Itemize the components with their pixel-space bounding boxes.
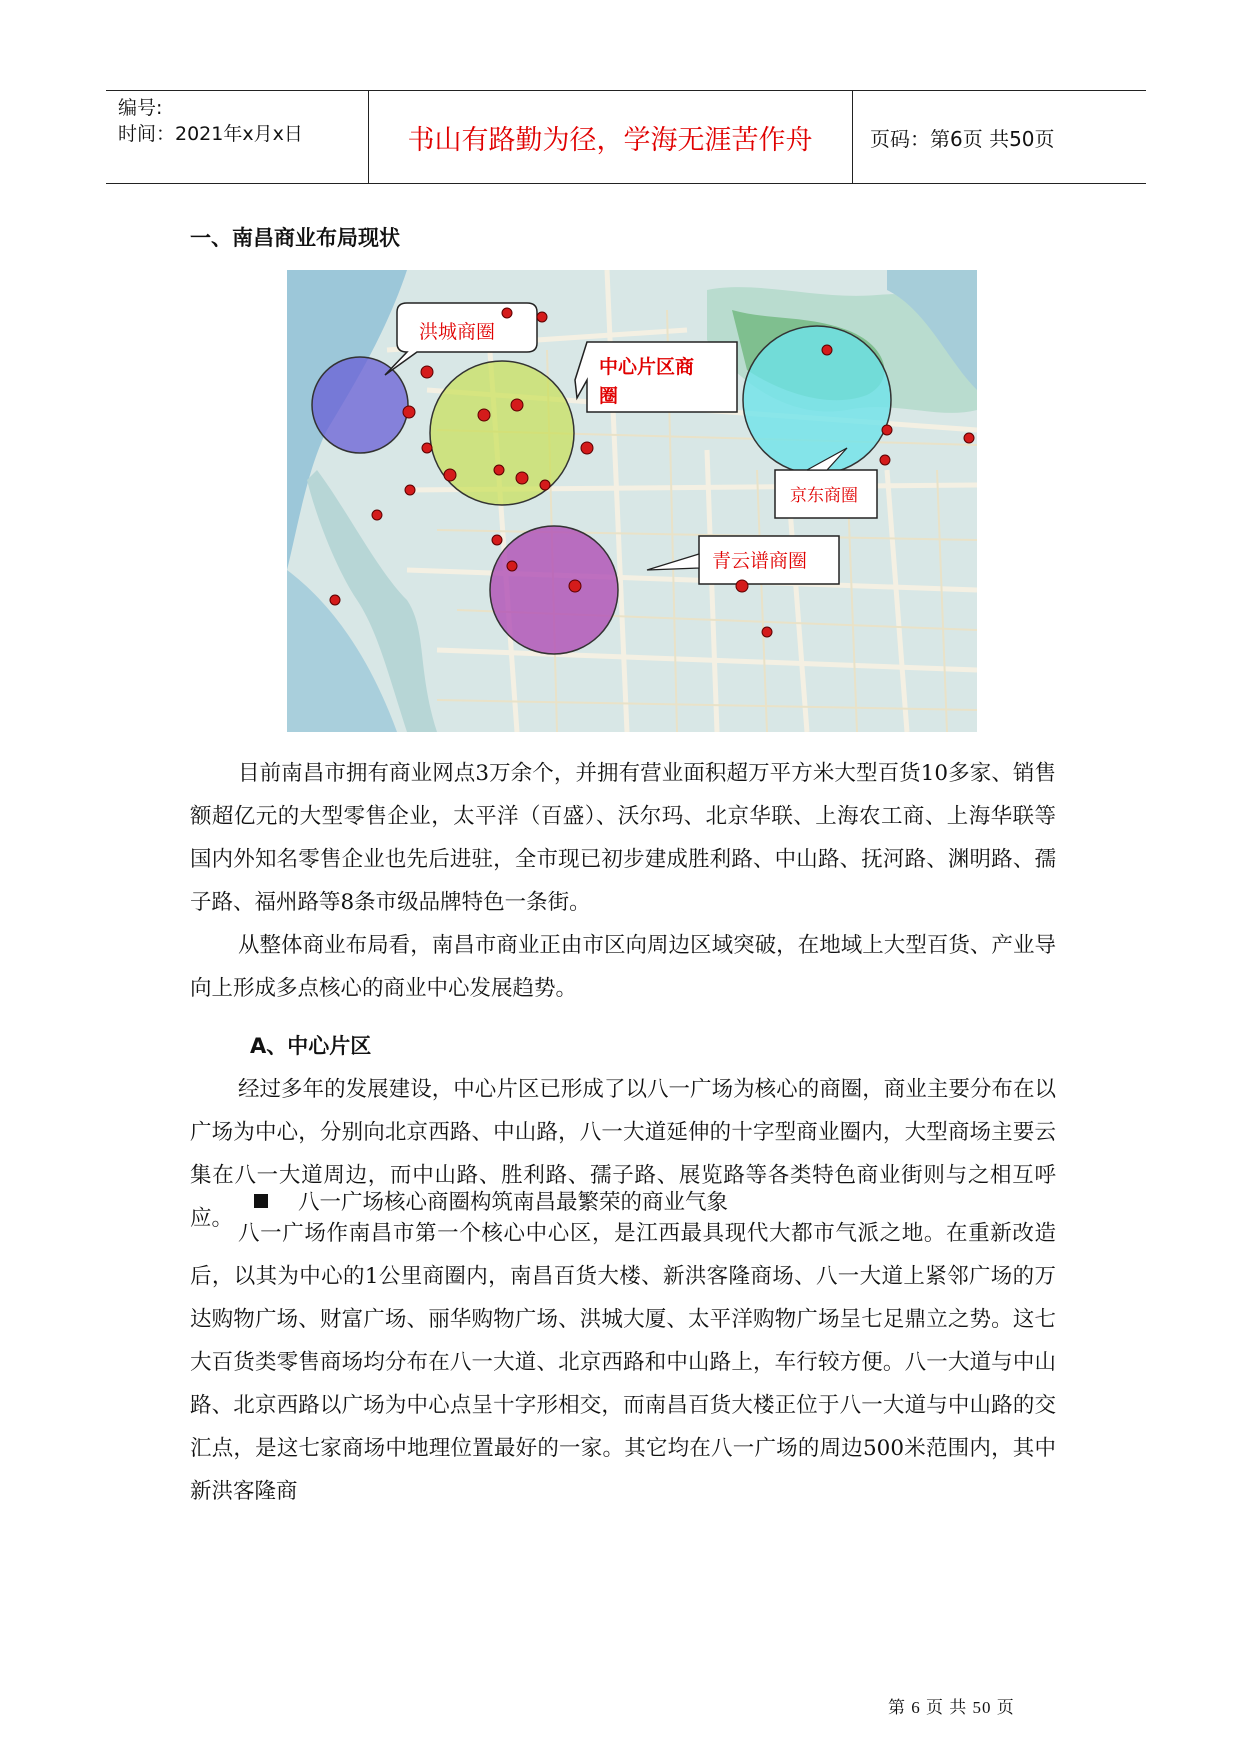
- store-marker: [492, 535, 502, 545]
- center-callout: [575, 342, 737, 412]
- commercial-district-map: [287, 270, 977, 732]
- store-marker: [403, 406, 415, 418]
- store-marker: [880, 455, 890, 465]
- qingyunpu-district-circle: [490, 526, 618, 654]
- store-marker: [421, 366, 433, 378]
- header-time-label: 时间：2021年x月x日: [118, 123, 303, 145]
- subsection-title: A、中心片区: [250, 1034, 372, 1058]
- page-footer: 第 6 页 共 50 页: [888, 1698, 1015, 1717]
- store-marker: [494, 465, 504, 475]
- header-meta: [118, 95, 303, 147]
- store-marker: [330, 595, 340, 605]
- qingyunpu-label: 青云谱商圈: [712, 550, 808, 572]
- store-marker: [736, 580, 748, 592]
- store-marker: [822, 345, 832, 355]
- store-marker: [444, 469, 456, 481]
- center-district-circle: [430, 361, 574, 505]
- store-marker: [540, 480, 550, 490]
- bullet-text: 八一广场核心商圈构筑南昌最繁荣的商业气象: [298, 1190, 729, 1215]
- header-number-label: 编号:: [118, 97, 163, 119]
- store-marker: [569, 580, 581, 592]
- paragraph-2: 从整体商业布局看，南昌市商业正由市区向周边区域突破，在地域上大型百货、产业导向上形成多点核心的商业中心发展趋势。: [190, 933, 1056, 1001]
- bullet-square-icon: [254, 1194, 268, 1208]
- store-marker: [405, 485, 415, 495]
- store-marker: [762, 627, 772, 637]
- section-title: 一、南昌商业布局现状: [190, 226, 400, 250]
- center-label-line1: 中心片区商: [599, 356, 695, 378]
- store-marker: [511, 399, 523, 411]
- store-marker: [882, 425, 892, 435]
- center-label-line2: 圈: [599, 385, 619, 407]
- jingdong-label: 京东商圈: [790, 486, 858, 506]
- page-header: [106, 90, 1146, 184]
- hongcheng-district-circle: [312, 357, 408, 453]
- store-marker: [581, 442, 593, 454]
- header-divider: [852, 91, 853, 183]
- store-marker: [507, 561, 517, 571]
- store-marker: [478, 409, 490, 421]
- paragraph-1: 目前南昌市拥有商业网点3万余个，并拥有营业面积超万平方米大型百货10多家、销售额超亿元的大型零售企业，太平洋（百盛）、沃尔玛、北京华联、上海农工商、上海华联等国内外知名零售企业也先后进驻，全市现已初步建成胜利路、中山路、抚河路、渊明路、孺子路、福州路等8条市级品牌特色一条街。: [190, 761, 1056, 915]
- store-marker: [516, 472, 528, 484]
- jingdong-district-circle: [743, 326, 891, 474]
- paragraph-4: 八一广场作南昌市第一个核心中心区，是江西最具现代大都市气派之地。在重新改造后，以其为中心的1公里商圈内，南昌百货大楼、新洪客隆商场、八一大道上紧邻广场的万达购物广场、财富广场、丽华购物广场、洪城大厦、太平洋购物广场呈七足鼎立之势。这七大百货类零售商场均分布在八一大道、北京西路和中山路上，车行较方便。八一大道与中山路、北京西路以广场为中心点呈十字形相交，而南昌百货大楼正位于八一大道与中山路的交汇点，是这七家商场中地理位置最好的一家。其它均在八一广场的周边500米范围内，其中新洪客隆商: [190, 1221, 1056, 1504]
- store-marker: [502, 308, 512, 318]
- hongcheng-label: 洪城商圈: [419, 321, 496, 343]
- paragraph-3: 经过多年的发展建设，中心片区已形成了以八一广场为核心的商圈，商业主要分布在以广场为中心，分别向北京西路、中山路，八一大道延伸的十字型商业圈内，大型商场主要云集在八一大道周边，而中山路、胜利路、孺子路、展览路等各类特色商业街则与之相互呼应。: [190, 1077, 1056, 1231]
- store-marker: [537, 312, 547, 322]
- store-marker: [422, 443, 432, 453]
- store-marker: [372, 510, 382, 520]
- header-motto: 书山有路勤为径，学海无涯苦作舟: [407, 124, 813, 156]
- header-page-label: 页码：第6页 共50页: [870, 126, 1055, 151]
- store-marker: [964, 433, 974, 443]
